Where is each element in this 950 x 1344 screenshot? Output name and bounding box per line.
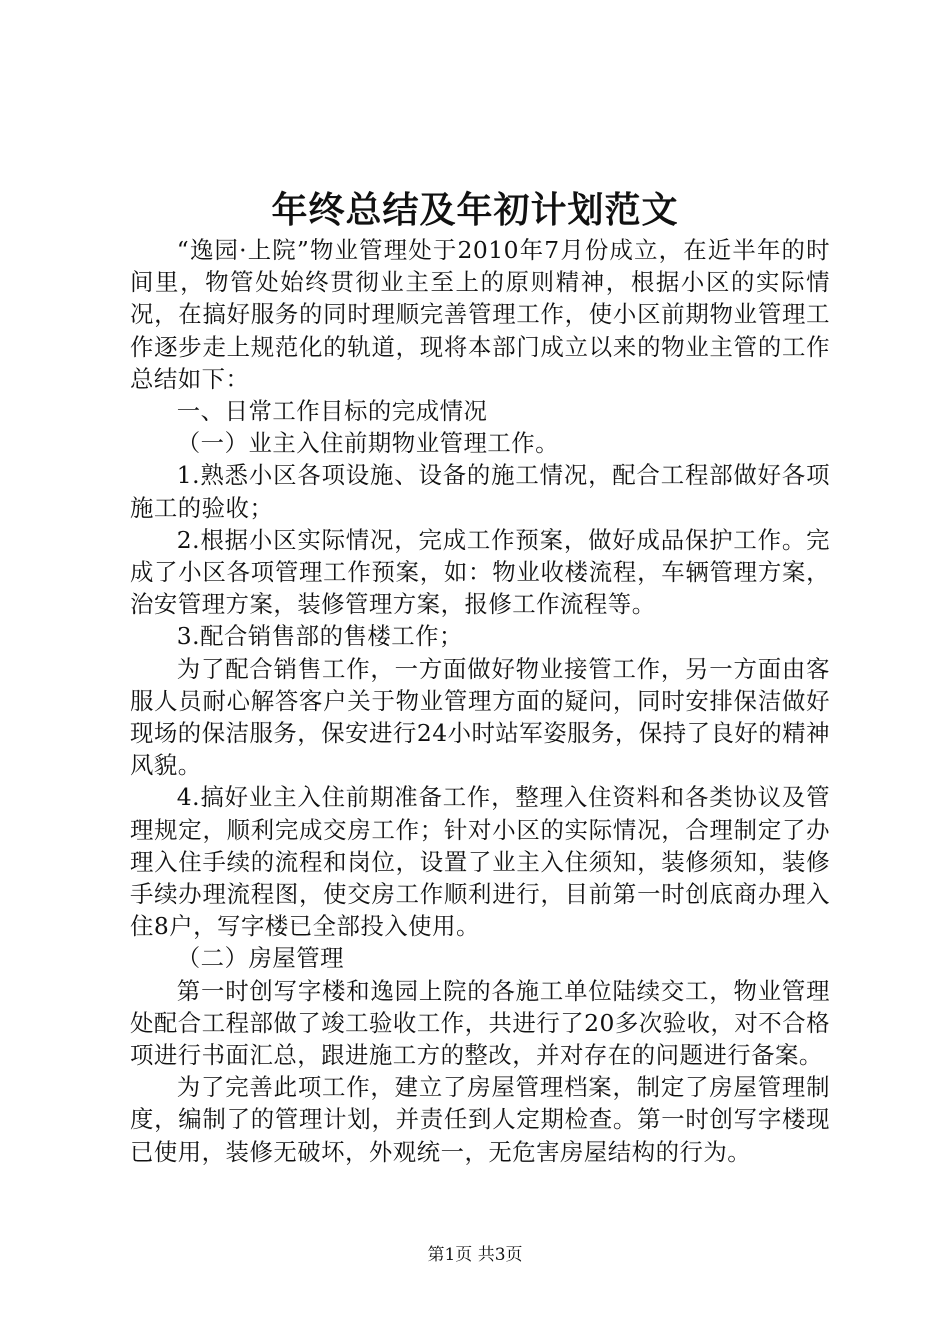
paragraph-sales-support: 为了配合销售工作，一方面做好物业接管工作，另一方面由客服人员耐心解答客户关于物业管理方面的疑问，同时安排保洁做好现场的保洁服务，保安进行24小时站军姿服务，保持了良好的精神风貌。 — [130, 654, 830, 780]
section-heading-daily-goals: 一、日常工作目标的完成情况 — [176, 397, 488, 426]
subsection-heading-pre-occupancy: （一）业主入住前期物业管理工作。 — [176, 429, 560, 458]
document-title: 年终总结及年初计划范文 — [271, 189, 679, 231]
subsection-heading-housing: （二）房屋管理 — [176, 944, 345, 973]
paragraph-housing-archive: 为了完善此项工作，建立了房屋管理档案，制定了房屋管理制度，编制了的管理计划，并责任到人定期检查。第一时创写字楼现已使用，装修无破坏，外观统一，无危害房屋结构的行为。 — [130, 1073, 830, 1166]
list-item-1: 1.熟悉小区各项设施、设备的施工情况，配合工程部做好各项施工的验收； — [130, 461, 830, 522]
page-number-footer: 第1页 共3页 — [427, 1245, 523, 1265]
list-item-4: 4.搞好业主入住前期准备工作，整理入住资料和各类协议及管理规定，顺利完成交房工作；针对小区的实际情况，合理制定了办理入住手续的流程和岗位，设置了业主入住须知，装修须知，装修手续办理流程图，使交房工作顺利进行，目前第一时创底商办理入住8户，写字楼已全部投入使用。 — [130, 783, 830, 941]
list-item-3: 3.配合销售部的售楼工作； — [176, 622, 463, 651]
paragraph-intro: “逸园·上院”物业管理处于2010年7月份成立，在近半年的时间里，物管处始终贯彻业主至上的原则精神，根据小区的实际情况，在搞好服务的同时理顺完善管理工作，使小区前期物业管理工作逐步走上规范化的轨道，现将本部门成立以来的物业主管的工作总结如下： — [130, 236, 830, 393]
list-item-2: 2.根据小区实际情况，完成工作预案，做好成品保护工作。完成了小区各项管理工作预案，如：物业收楼流程，车辆管理方案，治安管理方案，装修管理方案，报修工作流程等。 — [130, 525, 830, 619]
document-body — [130, 234, 830, 1168]
paragraph-acceptance: 第一时创写字楼和逸园上院的各施工单位陆续交工，物业管理处配合工程部做了竣工验收工作，共进行了20多次验收，对不合格项进行书面汇总，跟进施工方的整改，并对存在的问题进行备案。 — [130, 976, 830, 1070]
